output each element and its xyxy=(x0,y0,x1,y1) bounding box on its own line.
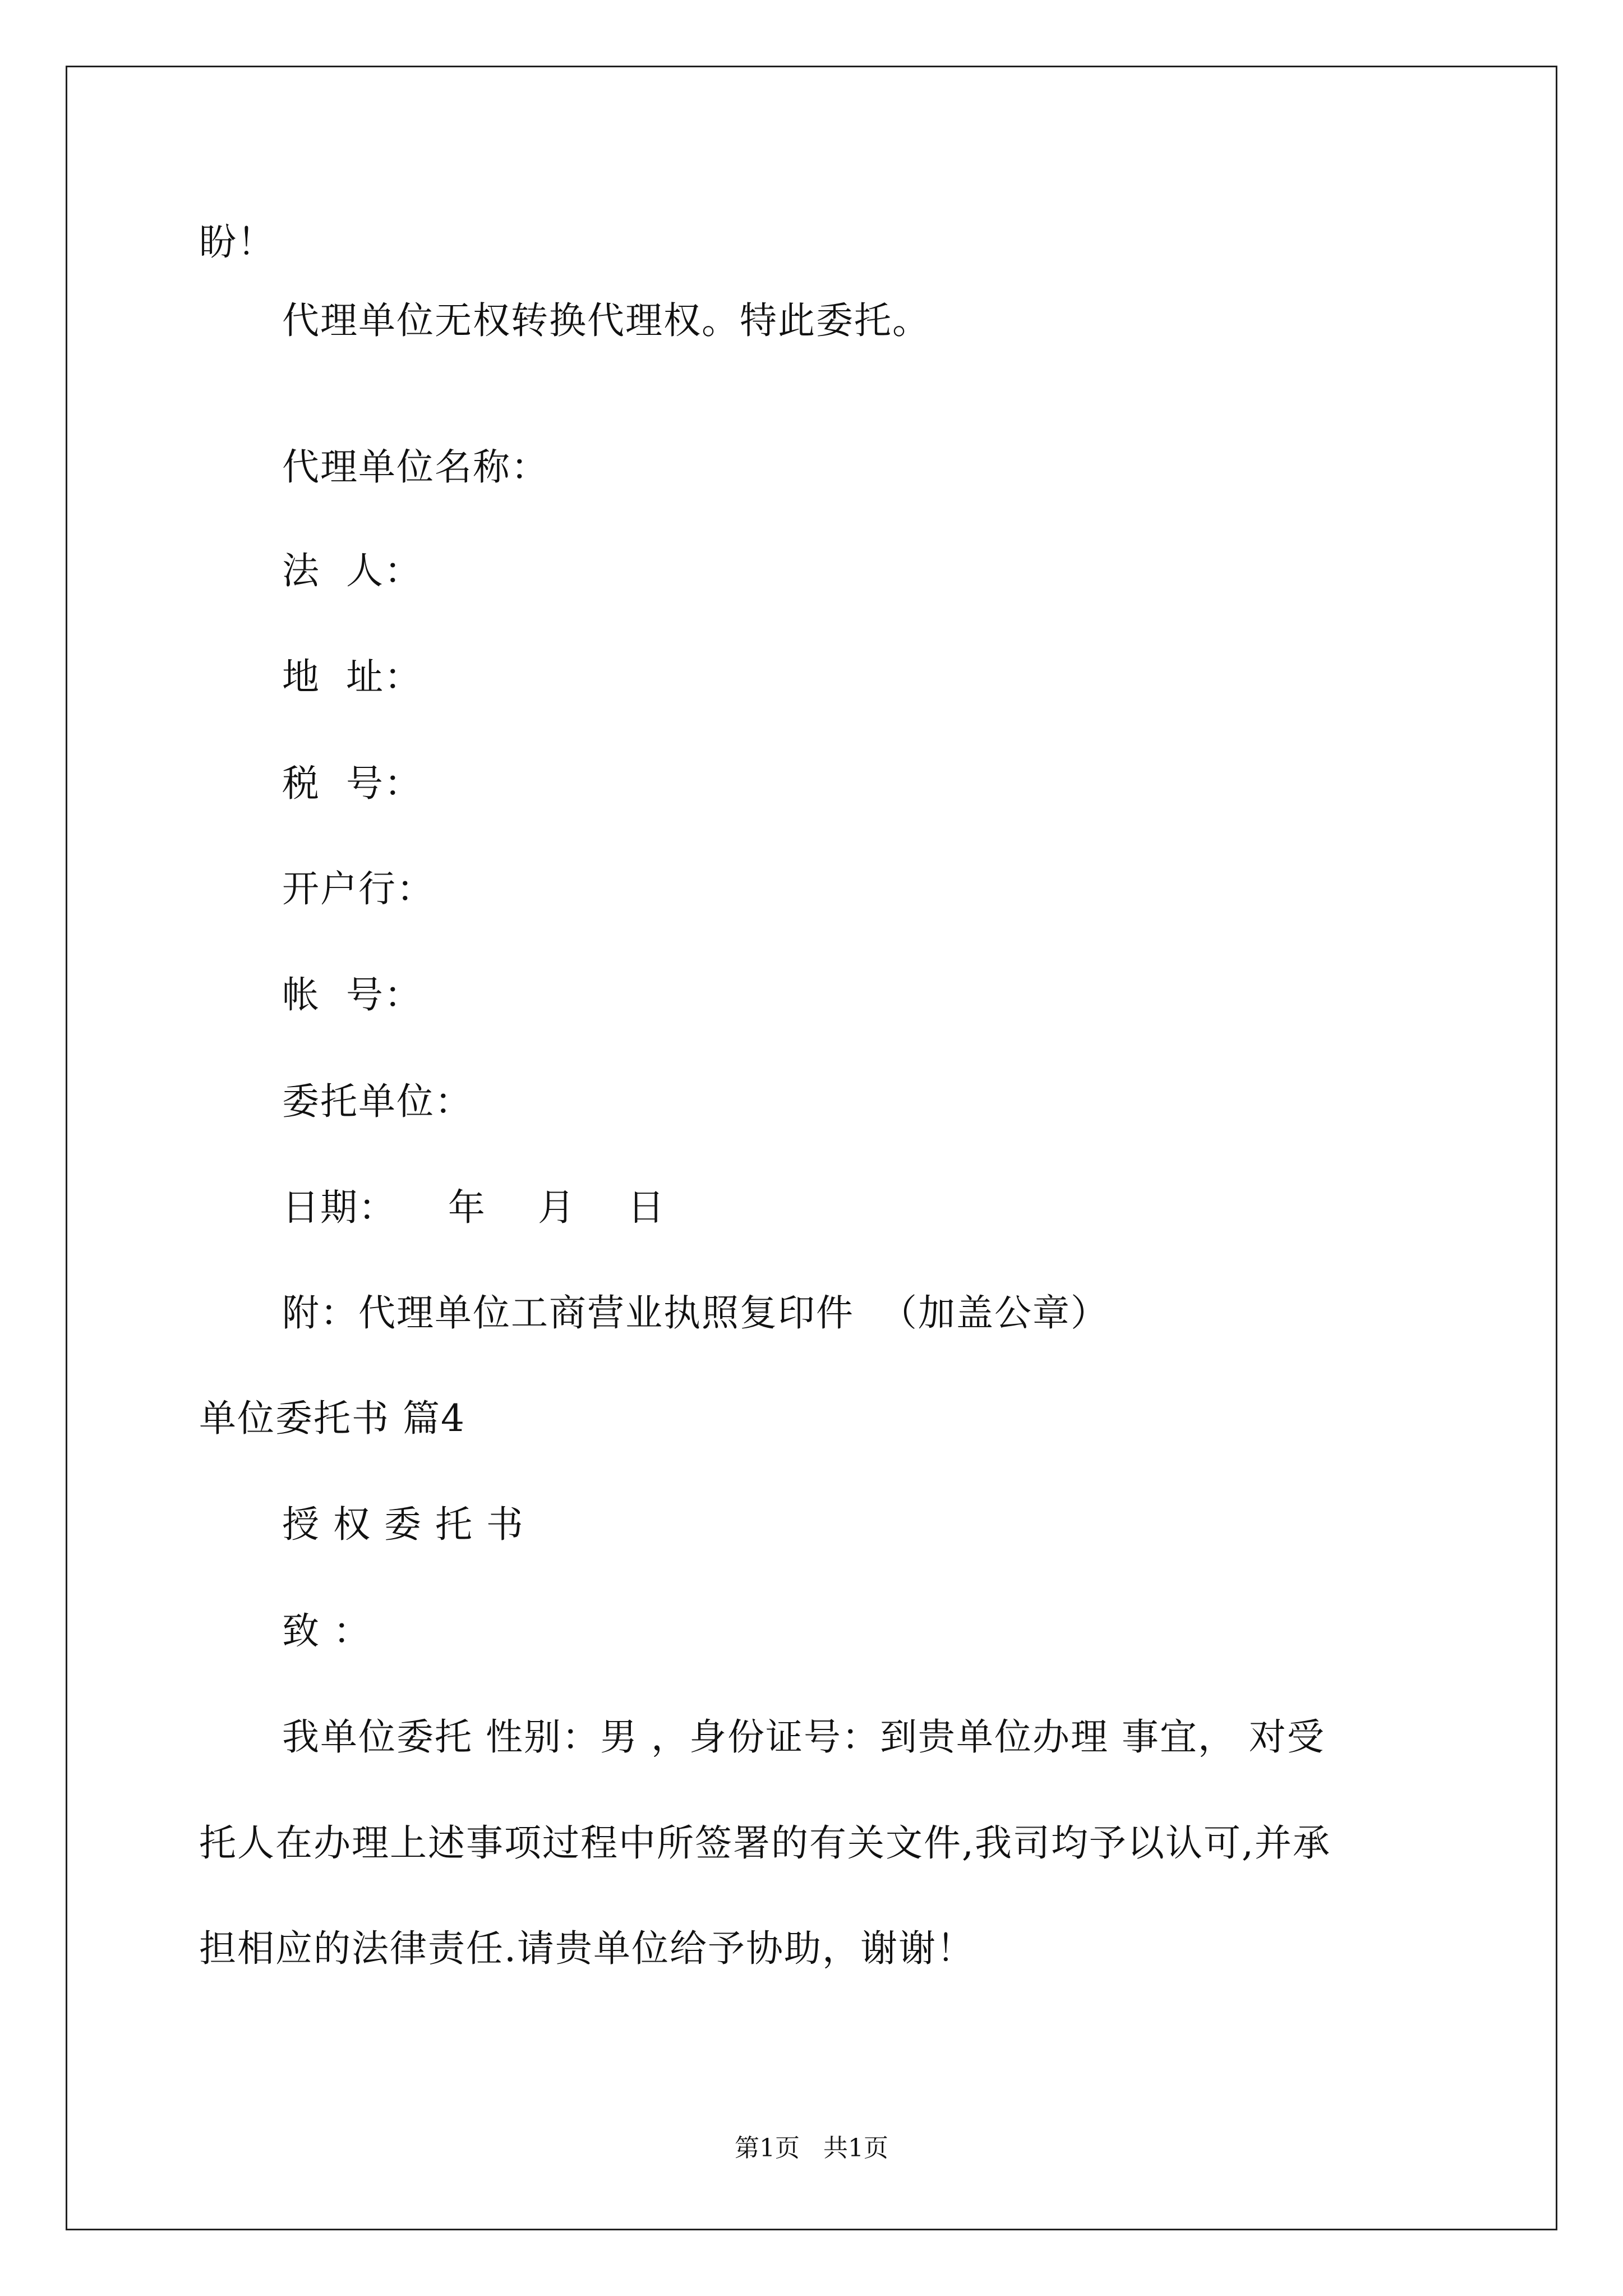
field-tax-number: 税 号： xyxy=(282,762,422,805)
field-bank: 开户行： xyxy=(282,867,435,910)
field-address: 地 址： xyxy=(282,655,422,698)
text-line-continuation: 盼！ xyxy=(199,220,275,264)
section-heading: 单位委托书 篇4 xyxy=(199,1397,465,1440)
document-title: 授 权 委 托 书 xyxy=(282,1503,524,1546)
text-line-attachment: 附：代理单位工商营业执照复印件 （加盖公章） xyxy=(282,1291,1109,1335)
page-frame xyxy=(66,66,1557,2230)
body-paragraph-line-1: 我单位委托 性别：男 ，身份证号：到贵单位办理 事宜， 对受 xyxy=(282,1715,1325,1759)
field-legal-person: 法 人： xyxy=(282,549,422,592)
text-line-salutation: 致 ： xyxy=(282,1609,371,1653)
field-account: 帐 号： xyxy=(282,973,422,1016)
field-principal: 委托单位： xyxy=(282,1080,473,1123)
body-paragraph-line-2: 托人在办理上述事项过程中所签署的有关文件,我司均予以认可,并承 xyxy=(199,1821,1331,1865)
page-number-current: 第1页 xyxy=(735,2134,800,2162)
field-agent-name: 代理单位名称： xyxy=(282,445,549,489)
page-footer xyxy=(0,2132,1623,2165)
page-number-total: 共1页 xyxy=(823,2134,888,2162)
text-line-no-transfer: 代理单位无权转换代理权。特此委托。 xyxy=(282,299,930,342)
field-date: 日期： 年 月 日 xyxy=(282,1186,666,1229)
body-paragraph-line-3: 担相应的法律责任.请贵单位给予协助，谢谢！ xyxy=(199,1927,975,1970)
